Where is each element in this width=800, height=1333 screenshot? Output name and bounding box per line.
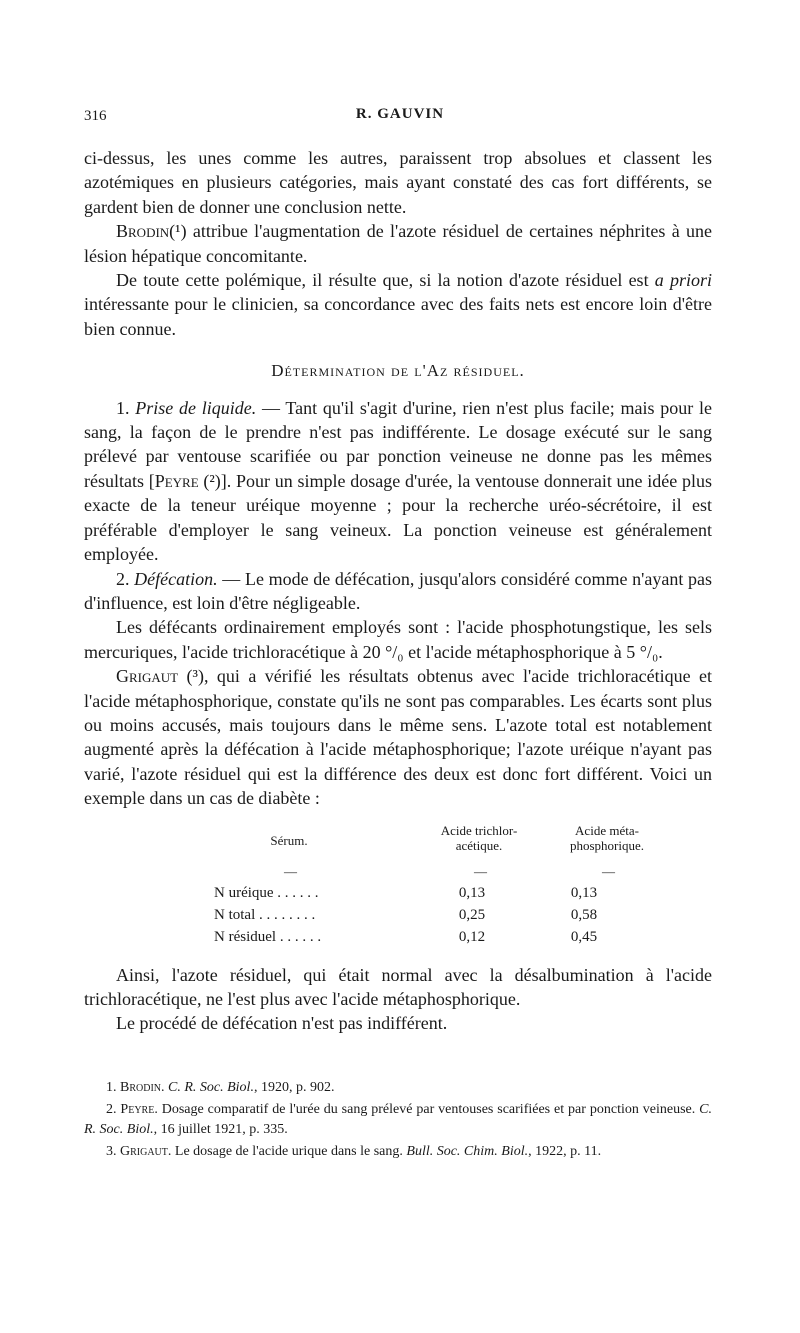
paragraph-text: — Tant qu'il s'agit d'urine, rien n'est plus facile; mais pour le sang, la façon de le prendre n'est pas indifférente. Le dosage exécuté sur le sang prélevé par ventouse scarifiée ou par ponction veineuse ne donne pas les mêmes résultats [ [84, 397, 712, 491]
footnote-ref: (²) [198, 470, 221, 491]
footnote-number: 1. [106, 1080, 117, 1095]
header-line: Acide trichlor- [440, 822, 518, 838]
table-row [214, 903, 654, 925]
footnote-author: Grigaut. [120, 1144, 172, 1159]
paragraph-text: — Le mode de défécation, jusqu'alors considéré comme n'ayant pas d'influence, est loin d'être négligeable. [84, 568, 712, 613]
row-label: N uréique . . . . . . [214, 884, 319, 901]
results-table [84, 823, 712, 945]
author-name: Peyre [154, 470, 199, 491]
footnote [84, 1078, 712, 1098]
footnote-ref: (¹) [169, 221, 187, 242]
footnote-journal: Bull. Soc. Chim. Biol. [406, 1144, 529, 1159]
table-header-trichloracetic [414, 823, 544, 853]
header-line: acétique. [455, 837, 503, 853]
footnote-journal: C. R. Soc. Biol. [84, 1102, 713, 1137]
table-row [214, 881, 654, 903]
section-title: Détermination de l'Az résiduel. [271, 361, 525, 381]
header-dash: — [474, 863, 487, 879]
paragraph-text: De toute cette polémique, il résulte que, si la notion d'azote résiduel est [116, 270, 649, 291]
paragraph: Ainsi, l'azote résiduel, qui était normal avec la désalbumination à l'acide trichloracétique, ne l'est plus avec l'acide métaphosphorique. [84, 964, 712, 1009]
footnote-text: Le dosage de l'acide urique dans le sang. [171, 1144, 407, 1159]
header-line: Acide méta- [575, 822, 639, 838]
paragraph [84, 396, 712, 567]
row-label: N résiduel . . . . . . [214, 928, 322, 945]
page-header [84, 104, 716, 128]
header-line: phosphorique. [569, 837, 645, 853]
italic-phrase: a priori [654, 270, 713, 291]
cell-value: 0,12 [458, 928, 486, 945]
table-header-serum: Sérum. [270, 832, 308, 848]
footnote [84, 1142, 712, 1162]
paragraph [84, 219, 712, 268]
footnote [84, 1100, 712, 1140]
footnote-text: , 1920, p. 902. [253, 1080, 335, 1095]
footnote-ref: (³) [178, 666, 204, 687]
footnote-number: 2. [106, 1102, 117, 1117]
footnote-text: , 1922, p. 11. [528, 1144, 602, 1159]
main-text [84, 146, 712, 1036]
item-number: 2. [116, 568, 130, 589]
paragraph [84, 268, 712, 341]
row-label: N total . . . . . . . . [214, 906, 316, 923]
author-name: Grigaut [116, 666, 179, 687]
footnote-author: Brodin. [120, 1080, 165, 1095]
item-title: Défécation. [134, 568, 218, 589]
cell-value: 0,13 [458, 884, 486, 901]
footnote-text: Dosage comparatif de l'urée du sang prélevé par ventouses scarifiées et par ponction veineuse. [157, 1102, 700, 1117]
footnotes [84, 1078, 712, 1164]
paragraph-text: intéressante pour le clinicien, sa concordance avec des faits nets est encore loin d'être bien connue. [84, 294, 712, 339]
paragraph-text: ]. Pour un simple dosage d'urée, la ventouse donnerait une idée plus exacte de la teneur uréique moyenne ; pour la recherche uréo-sécrétoire, il est préférable d'employer le sang veineux. La ponction veineuse est généralement employée. [84, 470, 712, 565]
header-dash: — [284, 863, 297, 879]
paragraph [84, 567, 712, 616]
paragraph: Le procédé de défécation n'est pas indifférent. [116, 1013, 448, 1034]
author-name: Brodin [116, 221, 170, 242]
cell-value: 0,58 [570, 906, 598, 923]
page-number: 316 [84, 108, 107, 124]
paragraph: ci-dessus, les unes comme les autres, paraissent trop absolues et classent les azotémiques en plusieurs catégories, mais ayant constaté des cas fort différents, se gardent bien de donner une conclusion nette. [84, 148, 712, 217]
paragraph: Les défécants ordinairement employés sont : l'acide phosphotungstique, les sels mercuriques, l'acide trichloracétique à 20 °/₀ et l'acide métaphosphorique à 5 °/₀. [84, 617, 712, 662]
item-title: Prise de liquide. [135, 397, 257, 418]
paragraph-text: , qui a vérifié les résultats obtenus avec l'acide trichloracétique et l'acide métaphosphorique, constate qu'ils ne sont pas comparables. Les écarts sont plus ou moins accusés, mais toujours dans le même sens. L'azote total est notablement augmenté après la défécation à l'acide métaphosphorique; l'azote uréique n'ayant pas varié, l'azote résiduel qui est la différence des deux est donc fort différent. Voici un exemple dans un cas de diabète : [84, 666, 713, 809]
item-number: 1. [116, 397, 130, 418]
footnote-text: , 16 juillet 1921, p. 335. [153, 1122, 288, 1137]
table-row [214, 925, 654, 947]
cell-value: 0,25 [458, 906, 486, 923]
paragraph-text: attribue l'augmentation de l'azote résiduel de certaines néphrites à une lésion hépatique concomitante. [84, 221, 713, 266]
paragraph [84, 664, 712, 810]
cell-value: 0,13 [570, 884, 598, 901]
footnote-author: Peyre. [120, 1102, 158, 1117]
table-header-metaphosphoric [542, 823, 672, 853]
header-dash: — [602, 863, 615, 879]
running-head: R. GAUVIN [355, 106, 445, 122]
cell-value: 0,45 [570, 928, 598, 945]
footnote-number: 3. [106, 1144, 117, 1159]
footnote-journal: C. R. Soc. Biol. [168, 1080, 254, 1095]
